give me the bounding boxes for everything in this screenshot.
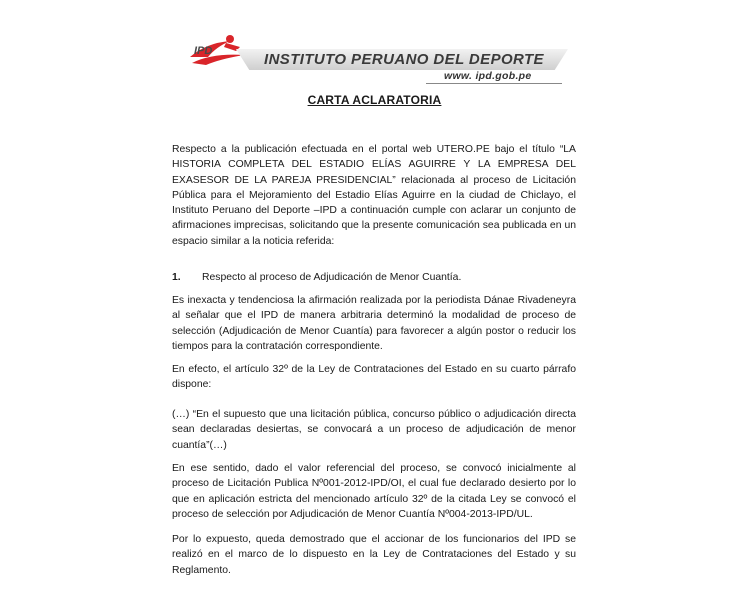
section-number: 1. xyxy=(172,272,181,283)
logo-text: IPD xyxy=(194,45,213,57)
document-title: CARTA ACLARATORIA xyxy=(307,93,442,107)
website-url: www. ipd.gob.pe xyxy=(444,70,532,82)
paragraph: Por lo expuesto, queda demostrado que el accionar de los funcionarios del IPD se realizó en el marco de lo dispuesto en la Ley de Contrataciones del Estado y su Reglamento. xyxy=(172,534,576,576)
paragraph: En ese sentido, dado el valor referencial del proceso, se convocó inicialmente al proceso de Licitación Publica Nº001-2012-IPD/OI, el cual fue declarado desierto por lo que en aplicación estricta del mencionado artículo 32º de la citada Ley se convocó el proceso de selección por Adjudicación de Menor Cuantía Nº004-2013-IPD/UL. xyxy=(172,463,576,520)
section-heading-text: Respecto al proceso de Adjudicación de Menor Cuantía. xyxy=(202,272,462,283)
section-heading xyxy=(172,270,461,285)
institution-name: INSTITUTO PERUANO DEL DEPORTE xyxy=(264,51,544,68)
paragraph: Es inexacta y tendenciosa la afirmación realizada por la periodista Dánae Rivadeneyra al señalar que el IPD de manera arbitraria determinó la modalidad de proceso de selección (Adjudicación de Menor Cuantía) para favorecer a algún postor o reducir los tiempos para la contratación correspondiente. xyxy=(172,295,576,352)
paragraph: En efecto, el artículo 32º de la Ley de Contrataciones del Estado en su cuarto párrafo dispone: xyxy=(172,364,576,391)
intro-paragraph: Respecto a la publicación efectuada en el portal web UTERO.PE bajo el título “LA HISTORIA COMPLETA DEL ESTADIO ELÍAS AGUIRRE Y LA EMPRESA DEL EXASESOR DE LA PAREJA PRESIDENCIAL” relacionada al proceso de Licitación Pública para el Mejoramiento del Estadio Elías Aguirre en la ciudad de Chiclayo, el Instituto Peruano del Deporte –IPD a continuación cumple con aclarar un conjunto de afirmaciones imprecisas, solicitando que la presente comunicación sea publicada en un espacio similar a la noticia referida: xyxy=(172,144,576,247)
quoted-article: (…) “En el supuesto que una licitación pública, concurso público o adjudicación directa sean declaradas desiertas, se convocará a un proceso de adjudicación de menor cuantía”(…) xyxy=(172,409,576,451)
letterhead xyxy=(186,33,576,85)
divider xyxy=(426,83,562,84)
